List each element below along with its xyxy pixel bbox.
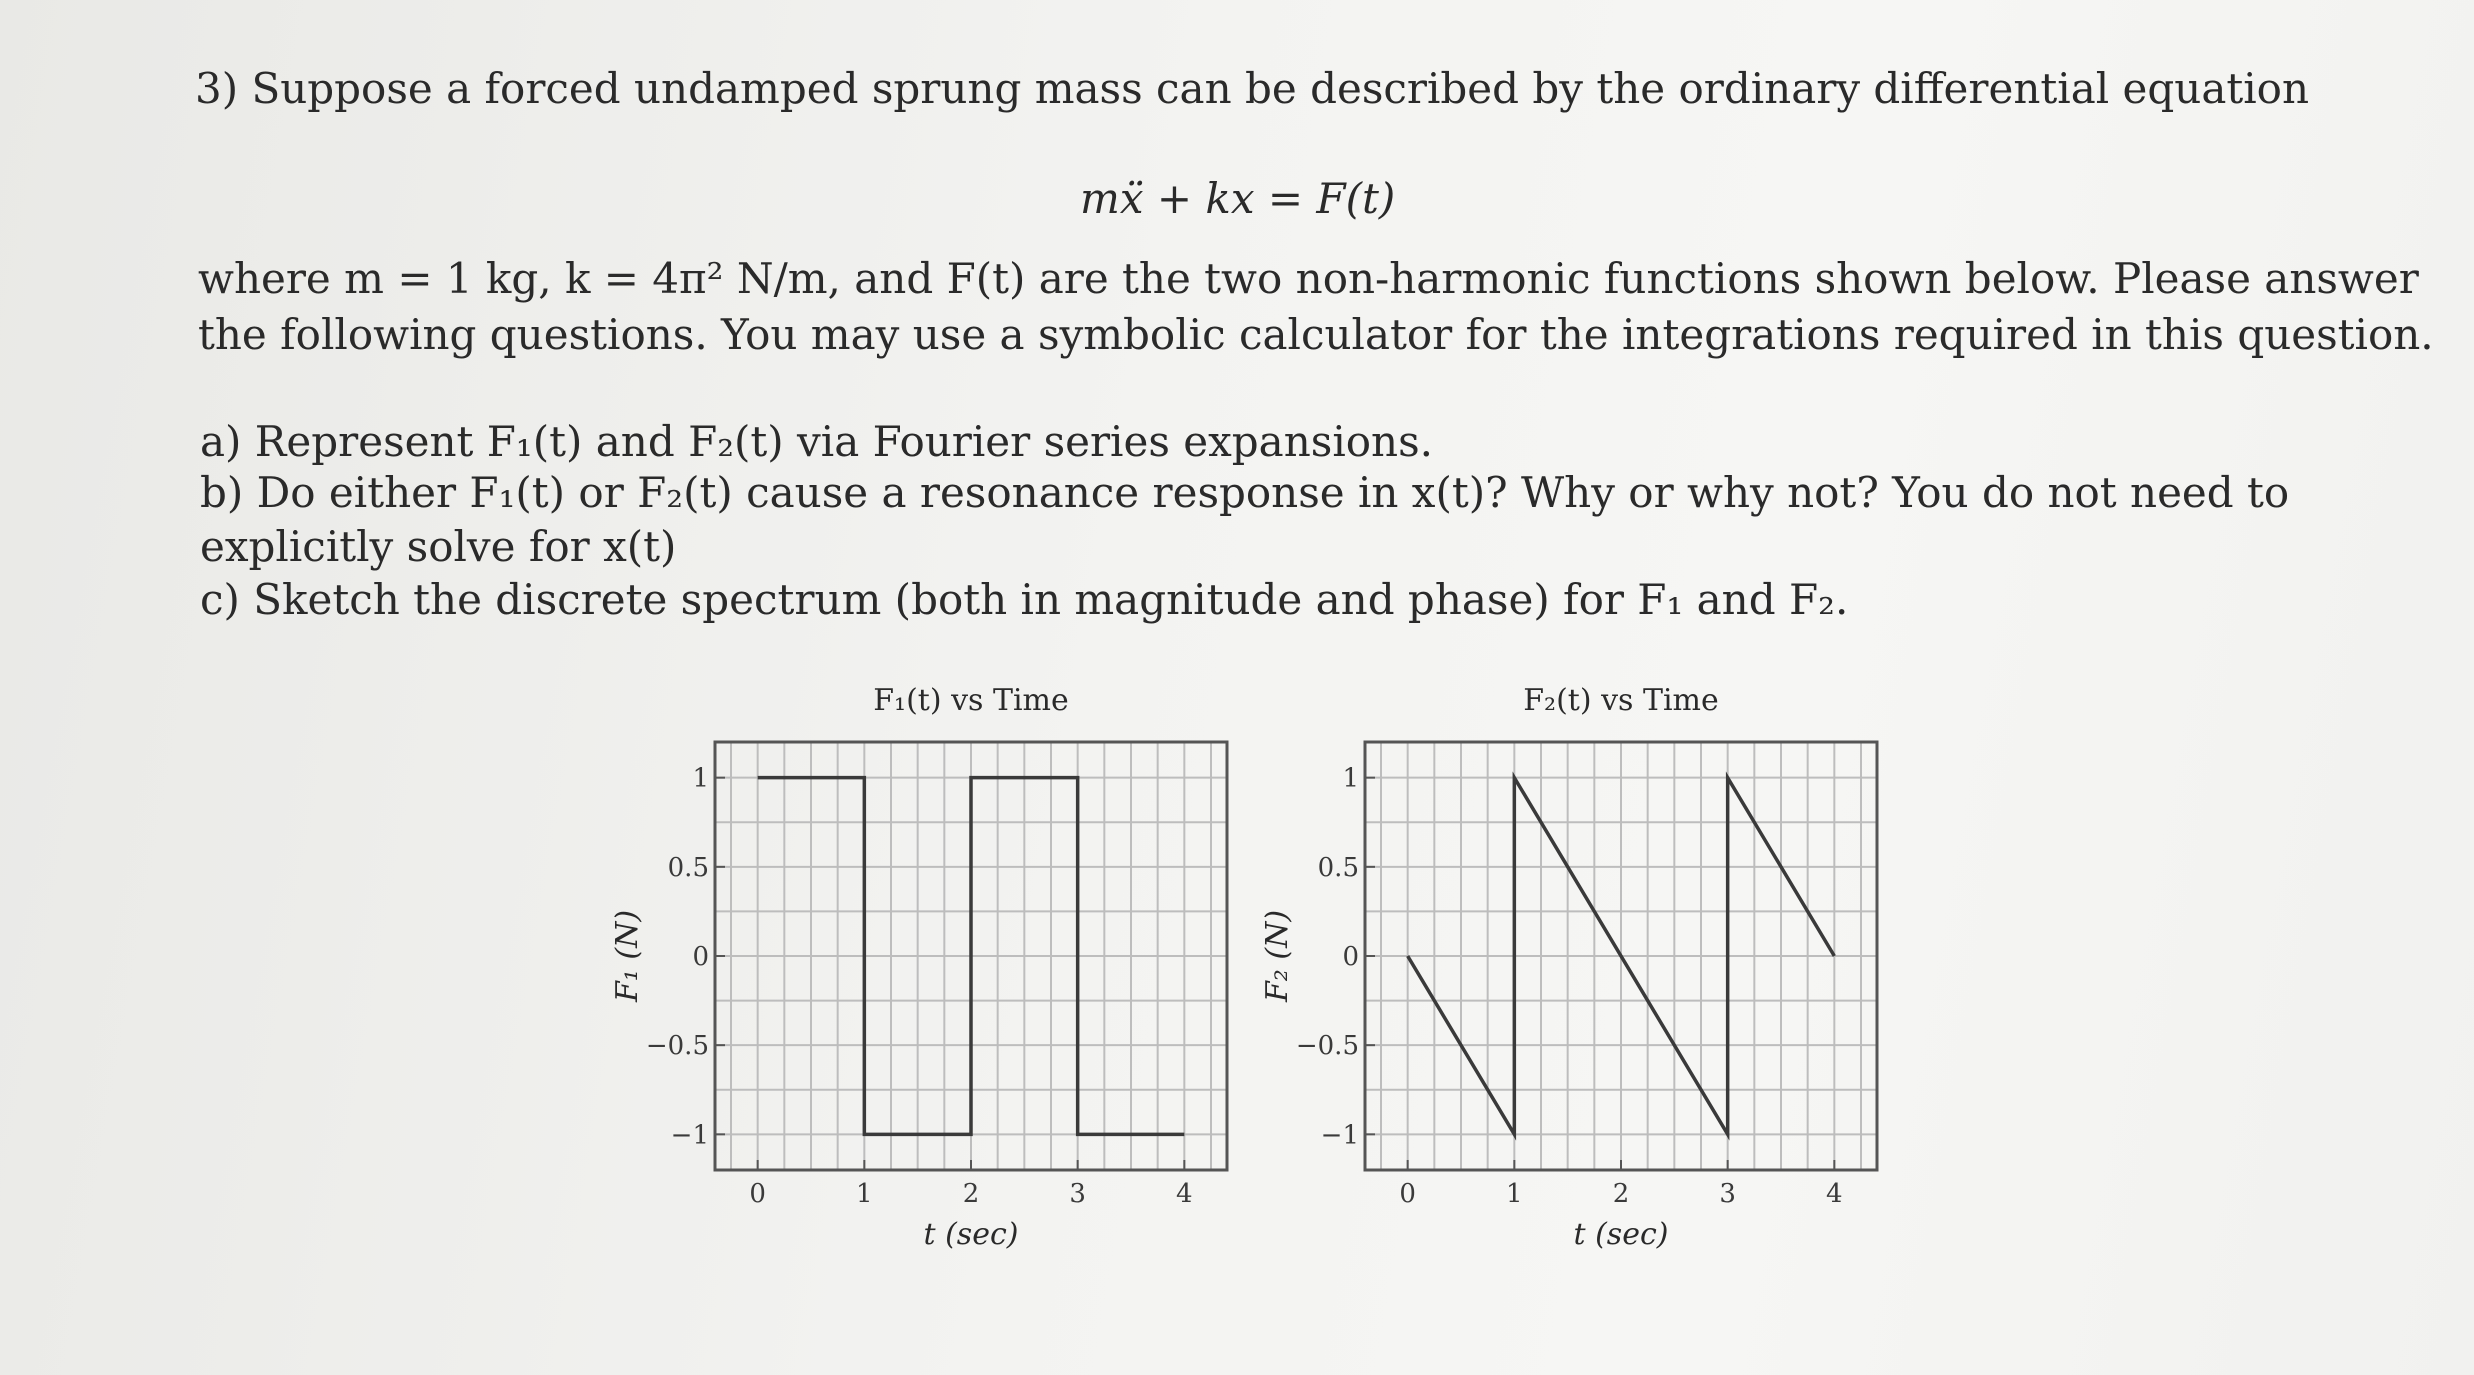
part-a: a) Represent F₁(t) and F₂(t) via Fourier series expansions. xyxy=(200,417,1433,466)
chart-1-y-tick-label: −0.5 xyxy=(645,1031,709,1062)
f1-plot xyxy=(600,660,1240,1260)
chart-1-y-tick-label: 1 xyxy=(692,763,709,794)
chart-1-x-axis-label: t (sec) xyxy=(923,1217,1019,1252)
chart-1-y-axis-label: F₁ (N) xyxy=(610,909,645,1003)
chart-1-y-tick-label: 0.5 xyxy=(667,852,709,883)
part-b-line-1: b) Do either F₁(t) or F₂(t) cause a resonance response in x(t)? Why or why not? You do not need to xyxy=(200,468,2290,517)
chart-1-title: F₁(t) vs Time xyxy=(873,683,1069,718)
chart-1-x-tick-label: 1 xyxy=(856,1179,873,1209)
chart-1-x-tick-label: 3 xyxy=(1069,1179,1086,1209)
parameters-line-2: the following questions. You may use a symbolic calculator for the integrations required in this question. xyxy=(198,310,2434,359)
part-b-line-2: explicitly solve for x(t) xyxy=(200,522,677,571)
chart-1-x-tick-label: 4 xyxy=(1176,1179,1193,1209)
chart-2-x-tick-label: 2 xyxy=(1612,1179,1630,1209)
chart-2-x-tick-label: 4 xyxy=(1826,1179,1843,1209)
chart-2-y-tick-label: −1 xyxy=(1320,1120,1359,1151)
chart-2-x-tick-label: 3 xyxy=(1719,1179,1736,1209)
chart-2-y-tick-label: −0.5 xyxy=(1295,1031,1359,1062)
chart-2-x-axis-label: t (sec) xyxy=(1573,1217,1669,1252)
chart-2-y-tick-label: 1 xyxy=(1342,763,1359,794)
chart-1-x-tick-label: 0 xyxy=(749,1179,766,1209)
chart-1-y-tick-label: 0 xyxy=(692,942,709,972)
chart-1-x-tick-label: 2 xyxy=(962,1179,980,1209)
question-header: 3) Suppose a forced undamped sprung mass can be described by the ordinary differential equation xyxy=(195,64,2310,113)
f2-plot xyxy=(1250,660,1890,1260)
chart-2-y-axis-label: F₂ (N) xyxy=(1260,909,1295,1003)
chart-2-title: F₂(t) vs Time xyxy=(1523,683,1719,718)
chart-2-x-tick-label: 1 xyxy=(1506,1179,1523,1209)
chart-2-x-tick-label: 0 xyxy=(1399,1179,1416,1209)
part-c: c) Sketch the discrete spectrum (both in magnitude and phase) for F₁ and F₂. xyxy=(200,575,1849,624)
ode-equation: mẍ + kx = F(t) xyxy=(1080,174,1396,223)
parameters-line-1: where m = 1 kg, k = 4π² N/m, and F(t) are the two non-harmonic functions shown below. Please answer xyxy=(198,254,2419,303)
chart-2-y-tick-label: 0 xyxy=(1342,942,1359,972)
chart-1-y-tick-label: −1 xyxy=(670,1120,709,1151)
chart-2-y-tick-label: 0.5 xyxy=(1317,852,1359,883)
